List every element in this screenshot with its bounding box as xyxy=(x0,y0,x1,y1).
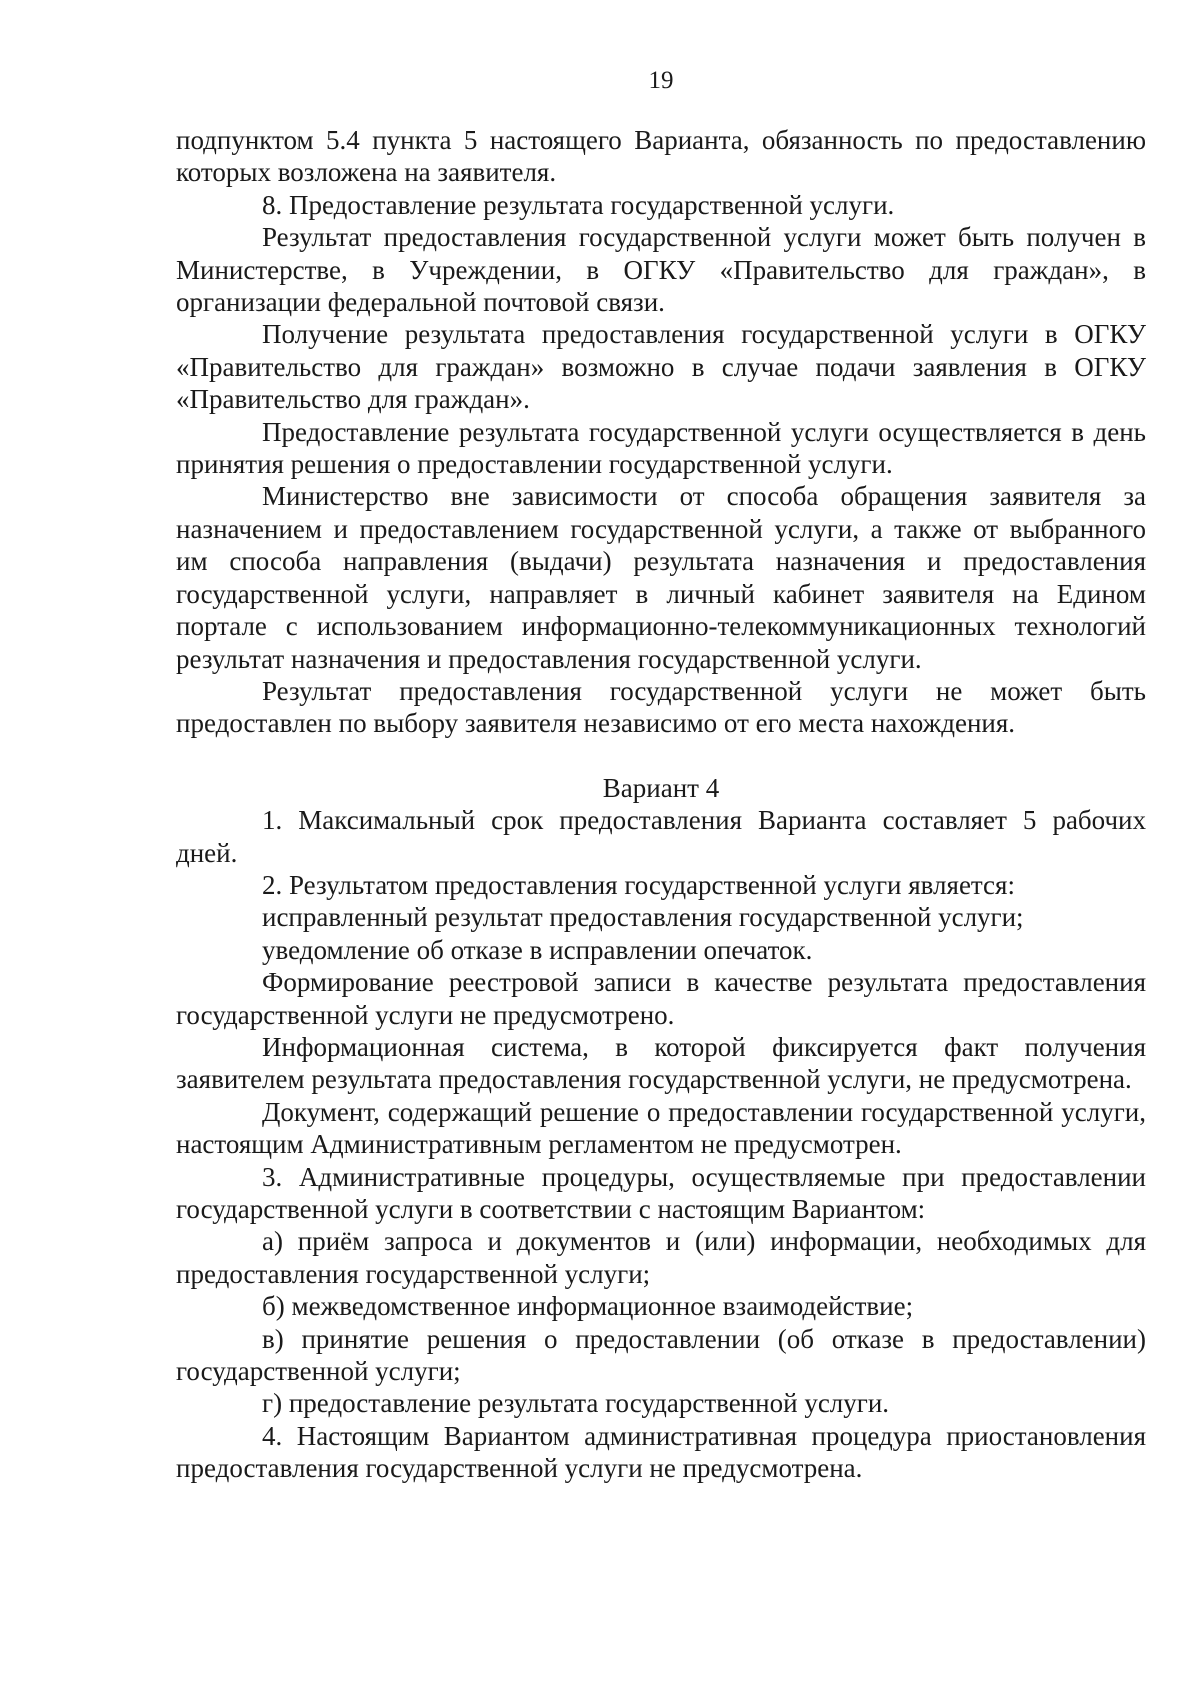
paragraph-item-8: 8. Предоставление результата государственной услуги. xyxy=(262,189,895,220)
paragraph-ogku-receipt: Получение результата предоставления государственной услуги в ОГКУ «Правительство для граждан» возможно в случае подачи заявления в ОГКУ «Правительство для граждан». xyxy=(176,319,1146,415)
paragraph-item-3: 3. Административные процедуры, осуществляемые при предоставлении государственной услуги в соответствии с настоящим Вариантом: xyxy=(176,1161,1146,1224)
paragraph-ministry-portal: Министерство вне зависимости от способа обращения заявителя за назначением и предоставлением государственной услуги, а также от выбранного им способа направления (выдачи) результата назначения и предоставления государственной услуги, направляет в личный кабинет заявителя на Едином портале с использованием информационно-телекоммуникационных технологий результат назначения и предоставления государственной услуги. xyxy=(176,481,1146,674)
paragraph-item-1: 1. Максимальный срок предоставления Варианта составляет 5 рабочих дней. xyxy=(176,805,1146,868)
paragraph-result-locations: Результат предоставления государственной услуги может быть получен в Министерстве, в Учреждении, в ОГКУ «Правительство для граждан», в организации федеральной почтовой связи. xyxy=(176,222,1146,318)
list-item-refusal-notice: уведомление об отказе в исправлении опечаток. xyxy=(262,934,813,965)
list-item-b: б) межведомственное информационное взаимодействие; xyxy=(262,1291,914,1322)
paragraph-decision-document: Документ, содержащий решение о предоставлении государственной услуги, настоящим Административным регламентом не предусмотрен. xyxy=(176,1096,1146,1160)
paragraph-item-2: 2. Результатом предоставления государственной услуги является: xyxy=(262,869,1015,900)
paragraph-result-day: Предоставление результата государственной услуги осуществляется в день принятия решения о предоставлении государственной услуги. xyxy=(176,416,1146,480)
paragraph-continuation: подпунктом 5.4 пункта 5 настоящего Варианта, обязанность по предоставлению которых возложена на заявителя. xyxy=(176,125,1146,188)
section-heading: Вариант 4 xyxy=(602,772,720,803)
list-item-v: в) принятие решения о предоставлении (об отказе в предоставлении) государственной услуги; xyxy=(176,1323,1146,1387)
list-item-corrected-result: исправленный результат предоставления государственной услуги; xyxy=(262,902,1024,933)
paragraph-extraterritorial: Результат предоставления государственной услуги не может быть предоставлен по выбору заявителя независимо от его места нахождения. xyxy=(176,675,1146,739)
paragraph-info-system: Информационная система, в которой фиксируется факт получения заявителем результата предоставления государственной услуги, не предусмотрена. xyxy=(176,1031,1146,1095)
list-item-g: г) предоставление результата государственной услуги. xyxy=(262,1388,890,1419)
list-item-a: а) приём запроса и документов и (или) информации, необходимых для предоставления государственной услуги; xyxy=(176,1226,1146,1289)
page-number: 19 xyxy=(648,67,674,94)
paragraph-registry-record: Формирование реестровой записи в качестве результата предоставления государственной услуги не предусмотрено. xyxy=(176,967,1146,1030)
document-page xyxy=(176,66,1146,1485)
paragraph-item-4: 4. Настоящим Вариантом административная процедура приостановления предоставления государственной услуги не предусмотрена. xyxy=(176,1420,1146,1484)
